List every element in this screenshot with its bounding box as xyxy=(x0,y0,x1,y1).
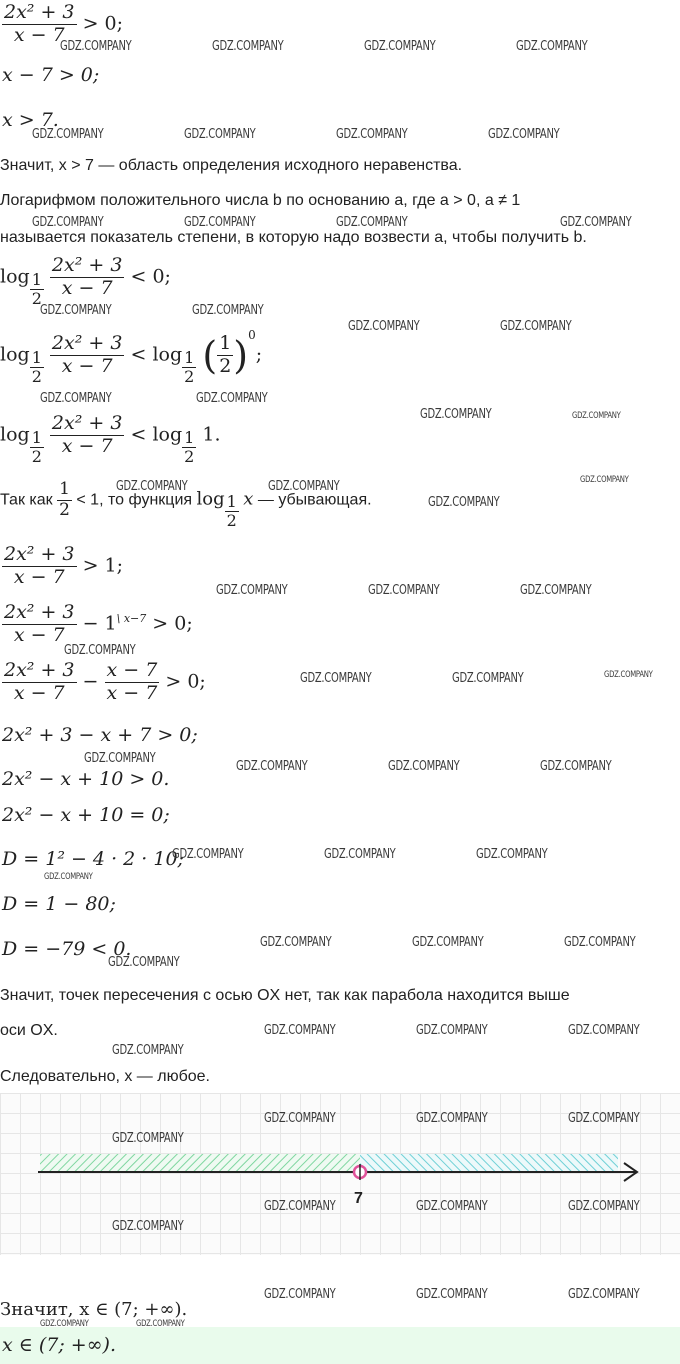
watermark: GDZ.COMPANY xyxy=(336,215,408,230)
inequality-e5: 2x² − x + 10 > 0. xyxy=(2,768,170,790)
inequality-line-3: x > 7. xyxy=(2,109,59,131)
watermark: GDZ.COMPANY xyxy=(416,1023,488,1038)
watermark: GDZ.COMPANY xyxy=(568,1287,640,1302)
watermark: GDZ.COMPANY xyxy=(64,643,136,658)
conclusion-text: Значит, x ∈ (7; +∞). xyxy=(0,1299,188,1320)
watermark: GDZ.COMPANY xyxy=(368,583,440,598)
watermark: GDZ.COMPANY xyxy=(364,39,436,54)
fraction: $\frac{\text{2x² + 3}}{x - 7}$ xyxy=(4,1,75,46)
fraction: $\frac{\text{2x² + 3}}{x - 7}$ xyxy=(51,412,123,457)
fraction-half: $\frac{1}{2}$ xyxy=(59,479,70,520)
inequality-line-1: $\frac{\text{2x² + 3}}{x - 7}$ > 0; xyxy=(4,1,124,46)
watermark: GDZ.COMPANY xyxy=(416,1287,488,1302)
watermark: GDZ.COMPANY xyxy=(184,215,256,230)
watermark: GDZ.COMPANY xyxy=(476,847,548,862)
base-fraction: $\frac{1}{2}$ xyxy=(31,269,42,309)
watermark: GDZ.COMPANY xyxy=(184,127,256,142)
discriminant-e8: D = 1 − 80; xyxy=(2,893,116,915)
watermark: GDZ.COMPANY xyxy=(572,411,621,421)
base-fraction: $\frac{1}{2}$ xyxy=(31,427,42,467)
watermark: GDZ.COMPANY xyxy=(116,479,188,494)
watermark: GDZ.COMPANY xyxy=(416,1111,488,1126)
watermark: GDZ.COMPANY xyxy=(568,1111,640,1126)
log-inequality-3: log $\frac{1}{2}$ $\frac{\text{2x² + 3}}{x - 7}$ < log $\frac{1}{2}$ 1. xyxy=(0,412,221,467)
no-intersection-text-2: оси OX. xyxy=(0,1022,58,1039)
watermark: GDZ.COMPANY xyxy=(112,1219,184,1234)
watermark: GDZ.COMPANY xyxy=(136,1319,185,1329)
watermark: GDZ.COMPANY xyxy=(236,759,308,774)
watermark: GDZ.COMPANY xyxy=(44,872,93,882)
watermark: GDZ.COMPANY xyxy=(32,127,104,142)
watermark: GDZ.COMPANY xyxy=(32,215,104,230)
base-fraction: $\frac{1}{2}$ xyxy=(184,427,195,467)
watermark: GDZ.COMPANY xyxy=(516,39,588,54)
watermark: GDZ.COMPANY xyxy=(60,39,132,54)
definition-text-1: Логарифмом положительного числа b по основанию a, где a > 0, a ≠ 1 xyxy=(0,192,521,209)
shade-solution xyxy=(360,1154,618,1172)
watermark: GDZ.COMPANY xyxy=(112,1131,184,1146)
final-answer: x ∈ (7; +∞). xyxy=(2,1334,116,1356)
fraction: $\frac{\text{2x² + 3}}{x - 7}$ xyxy=(4,659,75,704)
fraction: $\frac{\text{2x² + 3}}{x - 7}$ xyxy=(51,254,123,299)
domain-conclusion-text: Значит, x > 7 — область определения исходного неравенства. xyxy=(0,157,463,174)
watermark: GDZ.COMPANY xyxy=(412,935,484,950)
watermark: GDZ.COMPANY xyxy=(264,1199,336,1214)
watermark: GDZ.COMPANY xyxy=(108,955,180,970)
log-inequality-2: log $\frac{1}{2}$ $\frac{\text{2x² + 3}}{x - 7}$ < log $\frac{1}{2}$ ( $\frac{1}{2}$ )$^0$; xyxy=(0,328,263,387)
watermark: GDZ.COMPANY xyxy=(488,127,560,142)
watermark: GDZ.COMPANY xyxy=(324,847,396,862)
inequality-e2: $\frac{\text{2x² + 3}}{x - 7}$ − $1^{\backslash x-7} > 0$; xyxy=(4,601,193,646)
fraction: $\frac{x - 7}{x - 7}$ xyxy=(106,659,158,704)
watermark: GDZ.COMPANY xyxy=(192,303,264,318)
watermark: GDZ.COMPANY xyxy=(112,1043,184,1058)
watermark: GDZ.COMPANY xyxy=(336,127,408,142)
any-x-text: Следовательно, x — любое. xyxy=(0,1068,210,1085)
watermark: GDZ.COMPANY xyxy=(268,479,340,494)
watermark: GDZ.COMPANY xyxy=(568,1199,640,1214)
base-fraction: $\frac{1}{2}$ xyxy=(226,491,237,531)
watermark: GDZ.COMPANY xyxy=(564,935,636,950)
watermark: GDZ.COMPANY xyxy=(348,319,420,334)
watermark: GDZ.COMPANY xyxy=(416,1199,488,1214)
watermark: GDZ.COMPANY xyxy=(84,751,156,766)
watermark: GDZ.COMPANY xyxy=(172,847,244,862)
watermark: GDZ.COMPANY xyxy=(604,670,653,680)
watermark: GDZ.COMPANY xyxy=(540,759,612,774)
watermark: GDZ.COMPANY xyxy=(560,215,632,230)
watermark: GDZ.COMPANY xyxy=(264,1023,336,1038)
watermark: GDZ.COMPANY xyxy=(428,495,500,510)
watermark: GDZ.COMPANY xyxy=(264,1287,336,1302)
watermark: GDZ.COMPANY xyxy=(452,671,524,686)
watermark: GDZ.COMPANY xyxy=(264,1111,336,1126)
watermark: GDZ.COMPANY xyxy=(40,303,112,318)
watermark: GDZ.COMPANY xyxy=(212,39,284,54)
equation-e6: 2x² − x + 10 = 0; xyxy=(2,804,170,826)
fraction-half: $\frac{1}{2}$ xyxy=(219,332,232,377)
fraction: $\frac{\text{2x² + 3}}{x - 7}$ xyxy=(4,543,75,588)
watermark: GDZ.COMPANY xyxy=(568,1023,640,1038)
watermark: GDZ.COMPANY xyxy=(420,407,492,422)
fraction: $\frac{\text{2x² + 3}}{x - 7}$ xyxy=(51,332,123,377)
log-inequality-1: log $\frac{1}{2}$ $\frac{\text{2x² + 3}}{x - 7}$ < 0; xyxy=(0,254,171,309)
inequality-line-2: x − 7 > 0; xyxy=(2,64,100,86)
base-fraction: $\frac{1}{2}$ xyxy=(31,347,42,387)
no-intersection-text-1: Значит, точек пересечения с осью OX нет, так как парабола находится выше xyxy=(0,987,570,1004)
watermark: GDZ.COMPANY xyxy=(388,759,460,774)
definition-text-2: называется показатель степени, в которую надо возвести a, чтобы получить b. xyxy=(0,229,587,246)
watermark: GDZ.COMPANY xyxy=(520,583,592,598)
watermark: GDZ.COMPANY xyxy=(300,671,372,686)
axis-label-7: 7 xyxy=(354,1190,363,1207)
inequality-e4: 2x² + 3 − x + 7 > 0; xyxy=(2,724,198,746)
watermark: GDZ.COMPANY xyxy=(260,935,332,950)
discriminant-e7: D = 1² − 4 · 2 · 10; xyxy=(2,848,184,870)
watermark: GDZ.COMPANY xyxy=(580,475,629,485)
fraction: $\frac{\text{2x² + 3}}{x - 7}$ xyxy=(4,601,75,646)
watermark: GDZ.COMPANY xyxy=(40,1319,89,1329)
inequality-e1: $\frac{\text{2x² + 3}}{x - 7}$ > 1; xyxy=(4,543,124,588)
watermark: GDZ.COMPANY xyxy=(500,319,572,334)
monotonic-text: Так как $\frac{1}{2}$ < 1, то функция log $\frac{1}{2}$ x — убывающая. xyxy=(0,479,372,531)
inequality-e3: $\frac{\text{2x² + 3}}{x - 7}$ − $\frac{x - 7}{x - 7}$ > 0; xyxy=(4,659,206,704)
watermark: GDZ.COMPANY xyxy=(40,391,112,406)
shade-all-reals xyxy=(40,1154,360,1172)
discriminant-e9: D = −79 < 0. xyxy=(2,938,132,960)
watermark: GDZ.COMPANY xyxy=(216,583,288,598)
base-fraction: $\frac{1}{2}$ xyxy=(184,347,195,387)
watermark: GDZ.COMPANY xyxy=(196,391,268,406)
